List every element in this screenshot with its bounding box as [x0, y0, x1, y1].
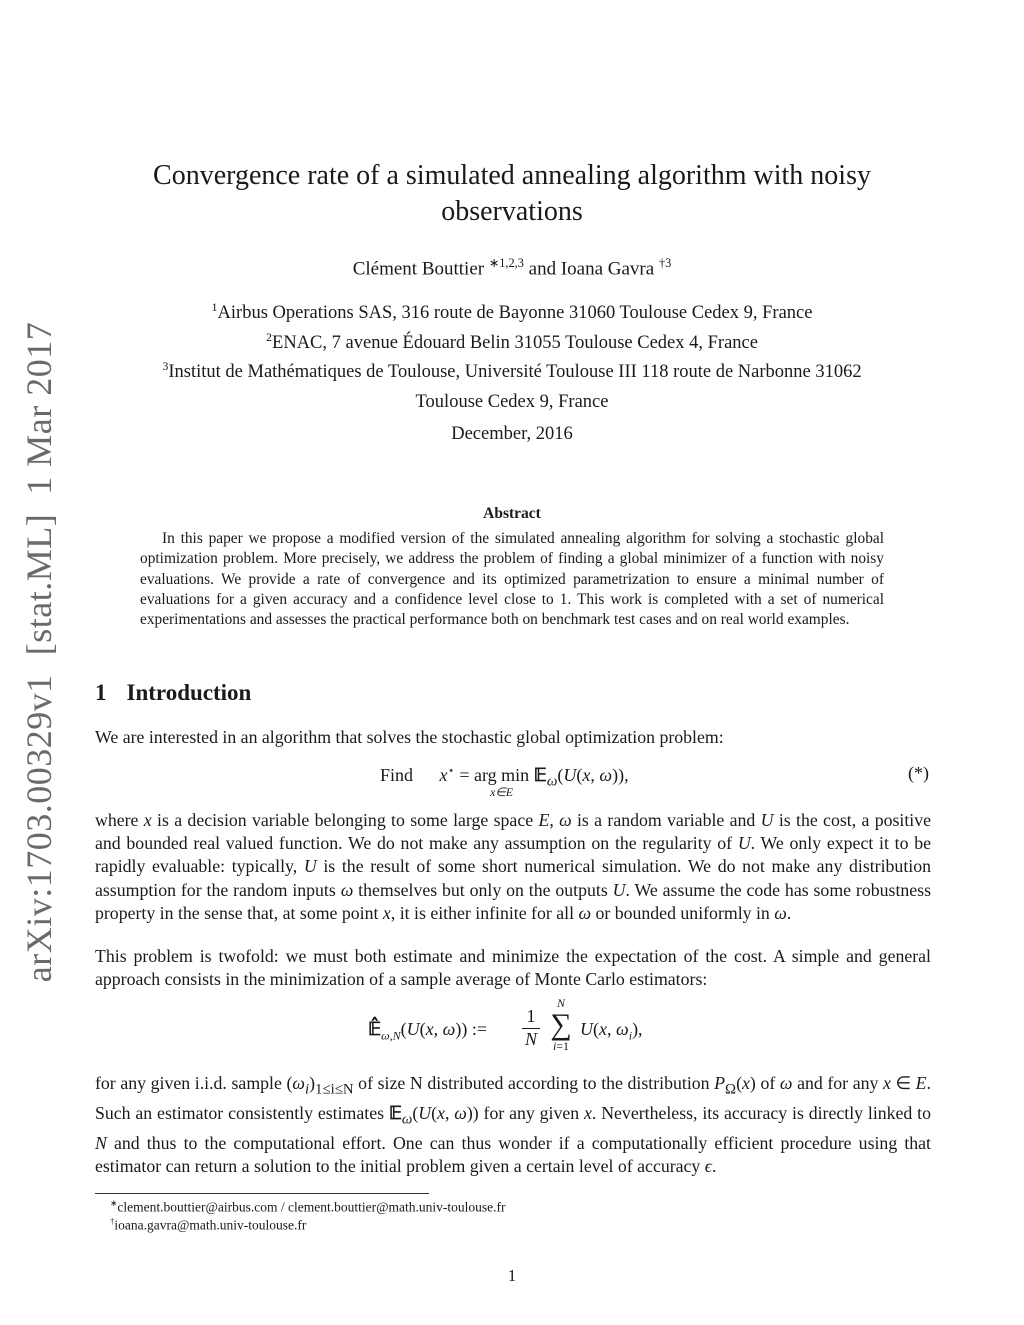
author-2-marks: †3 — [658, 256, 672, 270]
affiliations — [95, 296, 929, 415]
arxiv-side-stamp: arXiv:1703.00329v1 [stat.ML] 1 Mar 2017 — [19, 321, 59, 983]
abstract-body: In this paper we propose a modified version of the simulated annealing algorithm for solving a stochastic global optimization problem. More precisely, we address the problem of finding a global minimizer of a function with noisy evaluations. We provide a rate of convergence and its optimized parametrization to ensure a minimal number of evaluations for a given accuracy and a confidence level close to 1. This work is completed with a set of numerical experimentations and assesses the practical performance both on benchmark test cases and on real world examples. — [140, 530, 884, 629]
paragraph-estimator: for any given i.i.d. sample $(\omega_i)_{1\le i\le N}$ of size N distributed according to the distribution $P_\Omega(x)$ of ω and for any x ∈ E. Such an estimator consistently estimates 𝔼$_\omega$(U(x, ω)) for any given x. Nevertheless, its accuracy is directly linked to N and thus to the computational effort. One can thus wonder if a computationally efficient procedure using that estimator can return a solution to the initial problem given a certain level of accuracy ϵ. — [95, 1073, 932, 1176]
section-title: Introduction — [126, 680, 252, 705]
paper-title — [130, 158, 894, 230]
author-conjunction: and — [528, 258, 557, 280]
eq-find: Find — [380, 765, 414, 785]
section-number: 1 — [95, 680, 107, 705]
paragraph-intro: We are interested in an algorithm that solves the stochastic global optimization problem: — [95, 727, 724, 747]
affiliation: $^2$ENAC, 7 avenue Édouard Belin 31055 Toulouse Cedex 4, France — [266, 329, 758, 353]
affiliation: $^3$Institut de Mathématiques de Toulouse, Université Toulouse III 118 route de Narbonne 31062 — [162, 359, 862, 383]
eq-argmin-subscript: x∈E — [490, 785, 514, 799]
paragraph-twofold: This problem is twofold: we must both estimate and minimize the expectation of the cost. A simple and general approach consists in the minimization of a sample average of Monte Carlo estimators: — [95, 946, 931, 990]
affiliation: Toulouse Cedex 9, France — [415, 392, 609, 413]
footnote-1: ∗clement.bouttier@airbus.com / clement.bouttier@math.univ-toulouse.fr — [110, 1198, 506, 1215]
equation-argmin: Find x⋆ = arg min x∈E 𝔼$_\omega$(U(x, ω)), — [380, 764, 629, 799]
equation-label: (*) — [908, 763, 929, 783]
equation-monte-carlo: $𝔼̂_{\omega,N}(U(x$, ω)) := 1 N N ∑ i=1 U(x, $\omega_i$), — [368, 996, 643, 1053]
author-1: Clément Bouttier — [352, 258, 485, 280]
page-number: 1 — [507, 1266, 517, 1285]
title-line-1: Convergence rate of a simulated annealing algorithm with noisy — [153, 160, 871, 191]
author-1-marks: ∗1,2,3 — [488, 256, 524, 270]
author-2: Ioana Gavra — [560, 258, 655, 280]
paragraph-definitions: where x is a decision variable belonging to some large space E, ω is a random variable and U is the cost, a positive and bounded real valued function. We do not make any assumption on the regularity of U. We only expect it to be rapidly evaluable: typically, U is the result of some short numerical simulation. We do not make any distribution assumption for the random inputs ω themselves but only on the outputs U. We assume the code has some robustness property in the sense that, at some point x, it is either infinite for all ω or bounded uniformly in ω. — [95, 810, 932, 923]
section-heading — [95, 680, 251, 706]
abstract-heading: Abstract — [483, 505, 541, 522]
affiliation: $^1$Airbus Operations SAS, 316 route de Bayonne 31060 Toulouse Cedex 9, France — [211, 300, 813, 324]
footnote-2: †ioana.gavra@math.univ-toulouse.fr — [110, 1216, 307, 1233]
footnote-rule — [95, 1193, 429, 1194]
authors — [130, 256, 894, 280]
title-line-2: observations — [441, 196, 583, 227]
paper-date: December, 2016 — [451, 424, 573, 444]
